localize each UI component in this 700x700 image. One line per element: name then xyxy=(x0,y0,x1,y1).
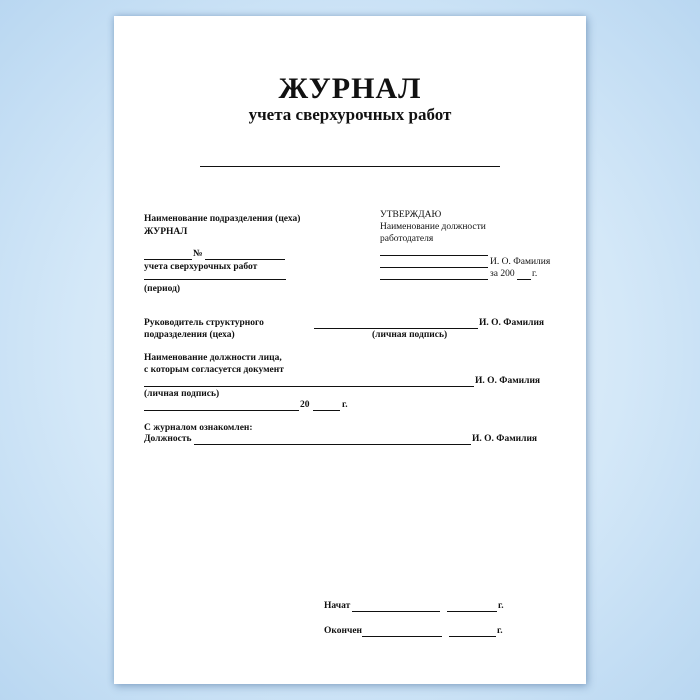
ended-date-line xyxy=(362,636,442,637)
ended-year-suffix: г. xyxy=(497,626,503,636)
ended-year-line xyxy=(449,636,496,637)
head-name: И. О. Фамилия xyxy=(479,318,545,328)
journal-word: ЖУРНАЛ xyxy=(144,227,188,237)
approver-position-line2: работодателя xyxy=(380,234,434,244)
familiarized-line xyxy=(194,444,471,445)
familiarized-name: И. О. Фамилия xyxy=(472,434,538,444)
approve-label: УТВЕРЖДАЮ xyxy=(380,210,442,220)
approver-signature-line xyxy=(380,255,488,256)
head-signature-line xyxy=(314,328,478,329)
agree-year-suffix: г. xyxy=(342,400,348,410)
approver-position-line1: Наименование должности xyxy=(380,222,486,232)
period-label: (период) xyxy=(144,284,181,294)
document-subtitle: учета сверхурочных работ xyxy=(248,105,452,124)
number-prefix-line xyxy=(144,259,192,260)
started-year-suffix: г. xyxy=(498,601,504,611)
familiarized-position: Должность xyxy=(144,434,192,444)
agree-label-line1: Наименование должности лица, xyxy=(144,353,282,363)
head-label-line2: подразделения (цеха) xyxy=(144,330,235,340)
document-title: ЖУРНАЛ xyxy=(278,72,422,105)
journal-of-label: учета сверхурочных работ xyxy=(144,262,258,272)
approver-name: И. О. Фамилия xyxy=(490,257,551,267)
approver-year-line xyxy=(517,279,531,280)
agree-signature-caption: (личная подпись) xyxy=(144,389,220,399)
ended-label: Окончен xyxy=(324,626,363,636)
familiarized-label: С журналом ознакомлен: xyxy=(144,423,253,433)
agree-position-line xyxy=(144,386,474,387)
number-sign: № xyxy=(193,249,203,259)
period-line xyxy=(144,279,286,280)
dept-label: Наименование подразделения (цеха) xyxy=(144,214,301,224)
number-line xyxy=(205,259,285,260)
started-date-line xyxy=(352,611,440,612)
document-page xyxy=(114,16,586,684)
agree-name: И. О. Фамилия xyxy=(475,376,541,386)
head-signature-caption: (личная подпись) xyxy=(372,330,448,340)
title-underline xyxy=(200,166,500,167)
approver-date-line xyxy=(380,279,488,280)
agree-date-line xyxy=(144,410,299,411)
agree-year-line xyxy=(313,410,340,411)
approver-date-suffix: г. xyxy=(532,269,538,279)
head-label-line1: Руководитель структурного xyxy=(144,318,264,328)
approver-date-prefix: за 200 xyxy=(490,269,515,279)
started-label: Начат xyxy=(324,601,351,611)
approver-name-line xyxy=(380,267,488,268)
agree-label-line2: с которым согласуется документ xyxy=(144,365,284,375)
started-year-line xyxy=(447,611,497,612)
agree-year: 20 xyxy=(300,400,310,410)
